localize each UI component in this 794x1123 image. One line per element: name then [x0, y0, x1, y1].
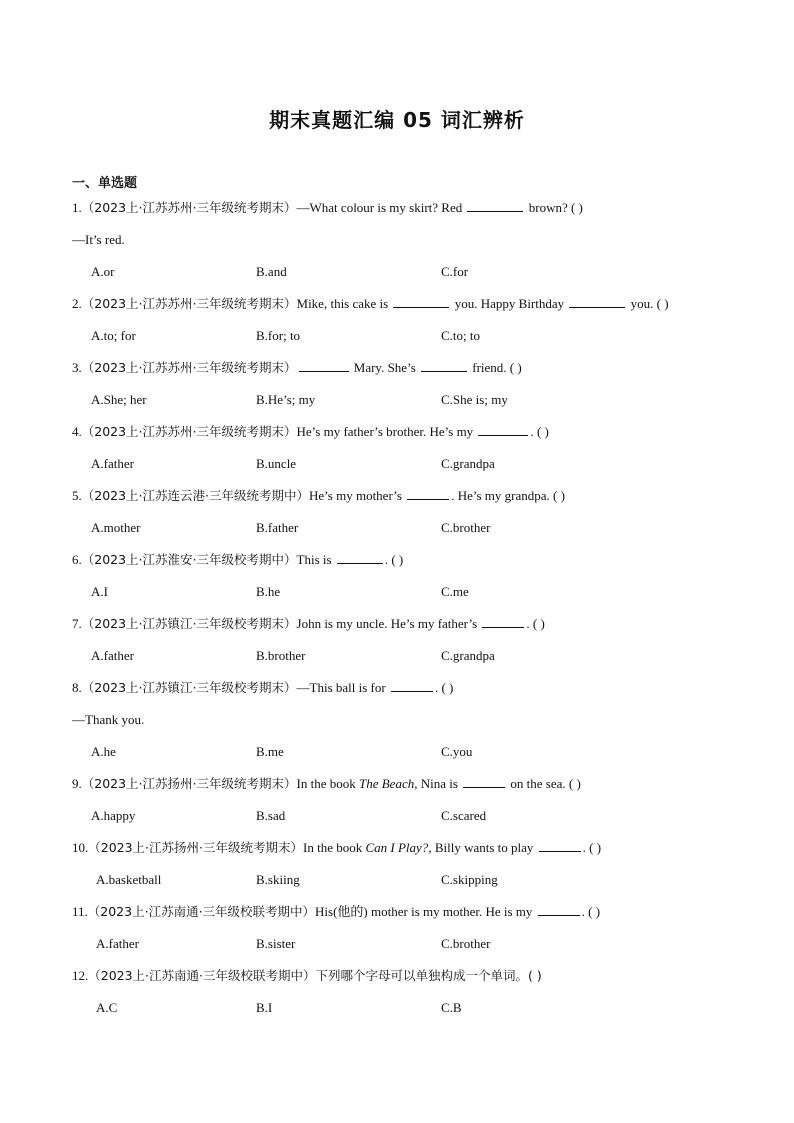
question-source: （2023上·江苏苏州·三年级统考期末）: [81, 200, 297, 215]
answer-blank: [482, 615, 524, 628]
question-number: 9.: [72, 776, 82, 791]
question-text: . ( ): [434, 680, 454, 695]
question-stem: [72, 421, 732, 453]
option-a[interactable]: A.She; her: [91, 392, 147, 407]
answer-blank: [478, 423, 528, 436]
book-title: Can I Play?: [365, 840, 429, 855]
option-b[interactable]: B.he: [256, 584, 281, 599]
question-number: 2.: [72, 296, 82, 311]
option-row: [72, 453, 732, 485]
question-text: . He’s my grandpa. ( ): [451, 488, 565, 503]
option-row: [72, 741, 732, 773]
option-row: [72, 517, 732, 549]
option-c[interactable]: C.scared: [441, 808, 487, 823]
question-stem: [72, 613, 732, 645]
question-number: 4.: [72, 424, 82, 439]
option-c[interactable]: C.you: [441, 744, 473, 759]
option-c[interactable]: C.She is; my: [441, 392, 508, 407]
question-text: . ( ): [582, 840, 602, 855]
question-2: [72, 293, 732, 357]
question-stem: [72, 901, 732, 933]
option-b[interactable]: B.father: [256, 520, 299, 535]
question-text: . ( ): [526, 616, 545, 631]
question-text: brown? ( ): [525, 200, 583, 215]
option-row: [72, 933, 732, 965]
option-c[interactable]: C.to; to: [441, 328, 481, 343]
option-b[interactable]: B.I: [256, 1000, 273, 1015]
option-b[interactable]: B.uncle: [256, 456, 297, 471]
question-8: [72, 677, 732, 773]
option-row: [72, 325, 732, 357]
question-text: —This ball is for: [296, 680, 389, 695]
section-heading: 一、单选题: [72, 176, 138, 191]
answer-blank: [421, 359, 467, 372]
question-stem: [72, 357, 732, 389]
question-source: （2023上·江苏镇江·三年级校考期末）: [81, 680, 297, 695]
question-4: [72, 421, 732, 485]
option-a[interactable]: A.happy: [91, 808, 136, 823]
question-dialogue-line: —Thank you.: [72, 712, 145, 727]
question-text: —What colour is my skirt? Red: [296, 200, 466, 215]
question-text: John is my uncle. He’s my father’s: [296, 616, 481, 631]
option-row: [72, 805, 732, 837]
option-row: [72, 997, 732, 1029]
question-stem: [72, 293, 732, 325]
question-source: （2023上·江苏苏州·三年级统考期末）: [81, 296, 297, 311]
option-row: [72, 389, 732, 421]
question-text: , Nina is: [414, 776, 462, 791]
answer-blank: [463, 775, 505, 788]
option-a[interactable]: A.mother: [91, 520, 141, 535]
option-b[interactable]: B.skiing: [256, 872, 300, 887]
question-text: friend. ( ): [469, 360, 522, 375]
option-c[interactable]: C.brother: [441, 936, 491, 951]
question-stem: [72, 549, 732, 581]
question-text: 下列哪个字母可以单独构成一个单词。( ): [315, 968, 542, 983]
question-stem: [72, 197, 732, 229]
question-text: , Billy wants to play: [428, 840, 537, 855]
answer-blank: [538, 903, 580, 916]
question-6: [72, 549, 732, 613]
question-text: He’s my mother’s: [309, 488, 406, 503]
question-3: [72, 357, 732, 421]
question-text: you. Happy Birthday: [451, 296, 568, 311]
option-c[interactable]: C.for: [441, 264, 469, 279]
question-number: 5.: [72, 488, 82, 503]
question-12: [72, 965, 732, 1029]
answer-blank: [337, 551, 383, 564]
question-number: 8.: [72, 680, 82, 695]
question-number: 11.: [72, 904, 88, 919]
question-text: This is: [296, 552, 335, 567]
option-c[interactable]: C.grandpa: [441, 648, 495, 663]
question-source: （2023上·江苏苏州·三年级统考期末）: [81, 360, 297, 375]
option-a[interactable]: A.or: [91, 264, 115, 279]
option-a[interactable]: A.C: [96, 1000, 118, 1015]
option-a[interactable]: A.basketball: [96, 872, 162, 887]
question-text: you. ( ): [627, 296, 669, 311]
option-c[interactable]: C.skipping: [441, 872, 498, 887]
option-b[interactable]: B.sad: [256, 808, 286, 823]
option-c[interactable]: C.brother: [441, 520, 491, 535]
question-stem: [72, 837, 732, 869]
option-row: [72, 869, 732, 901]
question-text: . ( ): [530, 424, 549, 439]
question-5: [72, 485, 732, 549]
option-b[interactable]: B.sister: [256, 936, 296, 951]
question-list: [72, 197, 732, 1029]
option-a[interactable]: A.father: [91, 648, 134, 663]
answer-blank: [391, 679, 433, 692]
book-title: The Beach: [358, 776, 415, 791]
question-source: （2023上·江苏南通·三年级校联考期中）: [88, 968, 316, 983]
question-stem: [72, 965, 732, 997]
question-7: [72, 613, 732, 677]
question-source: （2023上·江苏扬州·三年级统考期末）: [81, 776, 297, 791]
question-1: [72, 197, 732, 293]
question-text: . ( ): [581, 904, 601, 919]
option-row: [72, 261, 732, 293]
question-text: His(他的) mother is my mother. He is my: [315, 904, 536, 919]
question-11: [72, 901, 732, 965]
answer-blank: [407, 487, 449, 500]
question-stem: [72, 485, 732, 517]
option-b[interactable]: B.me: [256, 744, 284, 759]
question-text: on the sea. ( ): [507, 776, 581, 791]
option-b[interactable]: B.for; to: [256, 328, 301, 343]
option-b[interactable]: B.and: [256, 264, 287, 279]
question-number: 10.: [72, 840, 89, 855]
option-a[interactable]: A.he: [91, 744, 116, 759]
question-text: In the book: [303, 840, 366, 855]
question-stem: [72, 773, 732, 805]
option-a[interactable]: A.father: [96, 936, 139, 951]
question-source: （2023上·江苏连云港·三年级统考期中）: [81, 488, 310, 503]
answer-blank: [539, 839, 581, 852]
question-dialogue-line: —It’s red.: [72, 232, 125, 247]
option-b[interactable]: B.brother: [256, 648, 306, 663]
answer-blank: [467, 199, 523, 212]
question-number: 1.: [72, 200, 82, 215]
question-stem: [72, 677, 732, 709]
answer-blank: [299, 359, 349, 372]
option-a[interactable]: A.I: [91, 584, 108, 599]
option-c[interactable]: C.me: [441, 584, 469, 599]
option-c[interactable]: C.grandpa: [441, 456, 495, 471]
question-source: （2023上·江苏淮安·三年级校考期中）: [81, 552, 297, 567]
question-number: 3.: [72, 360, 82, 375]
question-source: （2023上·江苏镇江·三年级校考期末）: [81, 616, 297, 631]
option-b[interactable]: B.He’s; my: [256, 392, 316, 407]
question-text: In the book: [296, 776, 359, 791]
question-text: He’s my father’s brother. He’s my: [296, 424, 477, 439]
question-text: Mike, this cake is: [296, 296, 392, 311]
question-source: （2023上·江苏扬州·三年级统考期末）: [88, 840, 304, 855]
question-9: [72, 773, 732, 837]
question-source: （2023上·江苏南通·三年级校联考期中）: [87, 904, 316, 919]
option-a[interactable]: A.father: [91, 456, 134, 471]
answer-blank: [393, 295, 449, 308]
question-number: 6.: [72, 552, 82, 567]
page-title: 期末真题汇编 05 词汇辨析: [269, 108, 525, 132]
question-text: Mary. She’s: [350, 360, 420, 375]
question-number: 12.: [72, 968, 89, 983]
option-row: [72, 581, 732, 613]
answer-blank: [569, 295, 625, 308]
option-row: [72, 645, 732, 677]
question-source: （2023上·江苏苏州·三年级统考期末）: [81, 424, 297, 439]
option-c[interactable]: C.B: [441, 1000, 462, 1015]
question-10: [72, 837, 732, 901]
question-text: . ( ): [384, 552, 404, 567]
option-a[interactable]: A.to; for: [91, 328, 136, 343]
question-number: 7.: [72, 616, 82, 631]
